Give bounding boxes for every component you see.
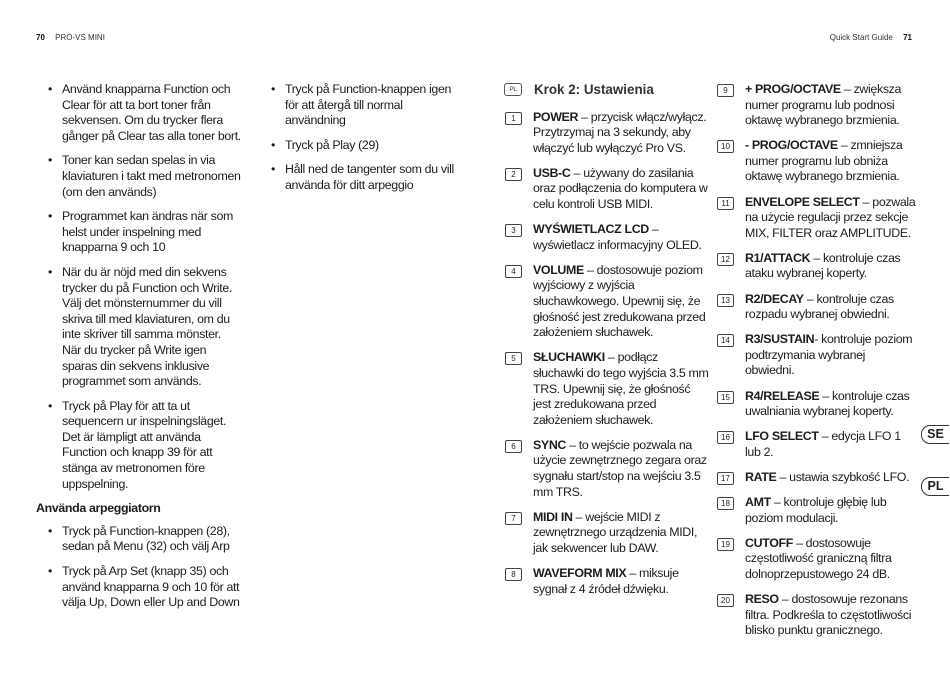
control-item	[716, 332, 916, 379]
bullet-list	[259, 82, 464, 194]
item-text: – przycisk włącz/wyłącz. Przytrzymaj na 3 sekundy, aby włączyć lub wyłączyć Pro VS.	[533, 109, 707, 155]
control-item	[716, 195, 916, 242]
item-text: – kontroluje głębię lub poziom modulacji.	[745, 494, 887, 525]
item-label: POWER	[533, 109, 579, 124]
item-description	[745, 536, 916, 583]
column-4	[716, 82, 916, 648]
item-text: – kontroluje czas rozpadu wybranej obwiedni.	[745, 291, 894, 322]
item-label: LFO SELECT	[745, 429, 819, 444]
item-text: – kontroluje czas ataku wybranej koperty.	[745, 250, 901, 281]
item-text: – używany do zasilania oraz podłączenia do komputera w celu kontroli USB MIDI.	[533, 165, 708, 212]
control-item	[716, 292, 916, 323]
item-number-box: 20	[717, 594, 734, 607]
list-item: • När du är nöjd med din sekvens trycker du på Function och Write. Välj det mönsternummer du vill skriva till med klaviaturen, om du inte skriver till samma mönster. När du trycker på Write igen sparas din sekvens inklusive programmet som används.	[36, 265, 241, 390]
item-number-box: 11	[717, 197, 734, 210]
control-item	[504, 510, 709, 557]
item-text: – miksuje sygnał z 4 źródeł dźwięku.	[533, 565, 679, 596]
item-description	[533, 263, 709, 341]
bullet-list	[36, 524, 241, 611]
control-item	[504, 438, 709, 500]
item-label: R1/ATTACK	[745, 250, 811, 265]
column-1	[36, 82, 241, 620]
right-page-title: Quick Start Guide	[829, 33, 893, 42]
item-number-box: 3	[505, 224, 522, 237]
item-description	[745, 195, 916, 242]
item-label: VOLUME	[533, 262, 584, 277]
item-label: R2/DECAY	[745, 291, 804, 306]
control-list	[716, 82, 916, 639]
item-text: – pozwala na użycie regulacji przez sekcje MIX, FILTER oraz AMPLITUDE.	[745, 194, 916, 240]
item-description	[745, 138, 916, 185]
item-number-box: 19	[717, 538, 734, 551]
list-item: • Tryck på Arp Set (knapp 35) och använd knapparna 9 och 10 för att välja Up, Down eller Up and Down	[36, 564, 241, 611]
item-label: WYŚWIETLACZ LCD	[533, 222, 649, 237]
list-item: • Tryck på Play (29)	[259, 138, 464, 154]
item-number-box: 10	[717, 140, 734, 153]
control-item	[716, 138, 916, 185]
item-number-box: 4	[505, 265, 522, 278]
item-label: CUTOFF	[745, 535, 793, 550]
left-page-number: 70	[36, 33, 45, 42]
item-description	[533, 510, 709, 557]
control-list	[504, 110, 709, 598]
item-text: – to wejście pozwala na użycie zewnętrznego zegara oraz sygnału start/stop na wejściu 3.5 mm TRS.	[533, 437, 707, 499]
item-number-box: 6	[505, 440, 522, 453]
item-description	[533, 438, 709, 500]
item-number-box: 15	[717, 391, 734, 404]
item-label: SŁUCHAWKI	[533, 350, 605, 365]
step-title: Krok 2: Ustawienia	[534, 82, 654, 97]
item-number-box: 17	[717, 472, 734, 485]
item-description	[533, 222, 709, 253]
step-heading	[504, 82, 709, 98]
item-text: – podłącz słuchawki do tego wyjścia 3.5 mm TRS. Upewnij się, że głośność jest zredukowana przed założeniem słuchawek.	[533, 350, 709, 427]
item-number-box: 7	[505, 512, 522, 525]
list-item: • Tryck på Function-knappen (28), sedan på Menu (32) och välj Arp	[36, 524, 241, 555]
item-label: USB-C	[533, 165, 571, 180]
language-tag: PL	[504, 83, 522, 96]
list-item: • Använd knapparna Function och Clear för att ta bort toner från sekvensen. Om du trycker flera gånger på Clear tas alla toner bort.	[36, 82, 241, 144]
item-number-box: 16	[717, 431, 734, 444]
item-label: R3/SUSTAIN	[745, 332, 815, 347]
control-item	[716, 389, 916, 420]
item-description	[745, 592, 916, 639]
item-text: - kontroluje poziom podtrzymania wybranej obwiedni.	[745, 332, 913, 378]
item-description	[745, 292, 916, 323]
control-item	[716, 251, 916, 282]
item-label: AMT	[745, 494, 771, 509]
left-page-title: PRO-VS MINI	[55, 33, 105, 42]
control-item	[716, 592, 916, 639]
item-label: R4/RELEASE	[745, 388, 820, 403]
item-text: – kontroluje czas uwalniania wybranej koperty.	[745, 388, 910, 419]
item-label: RESO	[745, 591, 779, 606]
item-text: – zwiększa numer programu lub podnosi oktawę wybranego brzmienia.	[745, 82, 902, 128]
item-number-box: 8	[505, 568, 522, 581]
control-item	[504, 350, 709, 428]
list-item: • Programmet kan ändras när som helst under inspelning med knapparna 9 och 10	[36, 209, 241, 256]
item-label: MIDI IN	[533, 509, 573, 524]
item-description	[745, 251, 916, 282]
list-item: • Toner kan sedan spelas in via klaviaturen i takt med metronomen (om den används)	[36, 153, 241, 200]
item-description	[745, 82, 916, 129]
list-item: • Tryck på Function-knappen igen för att återgå till normal användning	[259, 82, 464, 129]
item-number-box: 18	[717, 497, 734, 510]
item-text: – wejście MIDI z zewnętrznego urządzenia MIDI, jak sekwencer lub DAW.	[533, 509, 698, 555]
item-label: SYNC	[533, 437, 567, 452]
item-description	[533, 350, 709, 428]
item-label: WAVEFORM MIX	[533, 565, 627, 580]
list-item: • Tryck på Play för att ta ut sequencern ur inspelningsläget. Det är lämpligt att använda Function och knapp 39 för att stänga av metronomen före uppspelning.	[36, 399, 241, 493]
list-item: • Håll ned de tangenter som du vill använda för ditt arpeggio	[259, 162, 464, 193]
item-label: RATE	[745, 469, 777, 484]
item-text: – dostosowuje rezonans filtra. Podkreśla to częstotliwości blisko punktu granicznego.	[745, 591, 912, 638]
item-description	[745, 470, 916, 486]
item-number-box: 2	[505, 168, 522, 181]
item-text: – dostosowuje częstotliwość graniczną filtra dolnoprzepustowego 24 dB.	[745, 535, 892, 581]
item-number-box: 14	[717, 334, 734, 347]
item-description	[533, 166, 709, 213]
item-number-box: 1	[505, 112, 522, 125]
right-page-header	[830, 33, 912, 42]
item-text: – wyświetlacz informacyjny OLED.	[533, 222, 702, 252]
item-text: – zmniejsza numer programu lub obniża oktawę wybranego brzmienia.	[745, 138, 903, 184]
control-item	[504, 110, 709, 157]
column-2	[259, 82, 464, 203]
right-page-number: 71	[903, 33, 912, 42]
control-item	[504, 222, 709, 253]
item-description	[533, 110, 709, 157]
item-number-box: 9	[717, 84, 734, 97]
item-label: + PROG/OCTAVE	[745, 82, 841, 96]
item-label: - PROG/OCTAVE	[745, 138, 838, 153]
control-item	[716, 495, 916, 526]
section-heading: Använda arpeggiatorn	[36, 501, 161, 516]
language-tab-se: SE	[921, 425, 949, 444]
control-item	[716, 536, 916, 583]
item-description	[533, 566, 709, 597]
control-item	[716, 470, 916, 486]
item-text: – ustawia szybkość LFO.	[776, 469, 910, 484]
item-text: – edycja LFO 1 lub 2.	[745, 429, 901, 459]
item-description	[745, 429, 916, 460]
control-item	[716, 429, 916, 460]
item-number-box: 5	[505, 352, 522, 365]
control-item	[504, 566, 709, 597]
left-page-header	[36, 33, 105, 42]
item-description	[745, 389, 916, 420]
item-number-box: 12	[717, 253, 734, 266]
item-label: ENVELOPE SELECT	[745, 194, 860, 209]
item-description	[745, 495, 916, 526]
item-description	[745, 332, 916, 379]
bullet-list	[36, 82, 241, 492]
column-3	[504, 82, 709, 607]
item-number-box: 13	[717, 294, 734, 307]
control-item	[716, 82, 916, 129]
control-item	[504, 166, 709, 213]
control-item	[504, 263, 709, 341]
item-text: – dostosowuje poziom wyjściowy z wyjścia słuchawkowego. Upewnij się, że głośność jest zredukowana przed założeniem słuchawek.	[533, 262, 706, 340]
language-tab-pl: PL	[921, 477, 949, 496]
